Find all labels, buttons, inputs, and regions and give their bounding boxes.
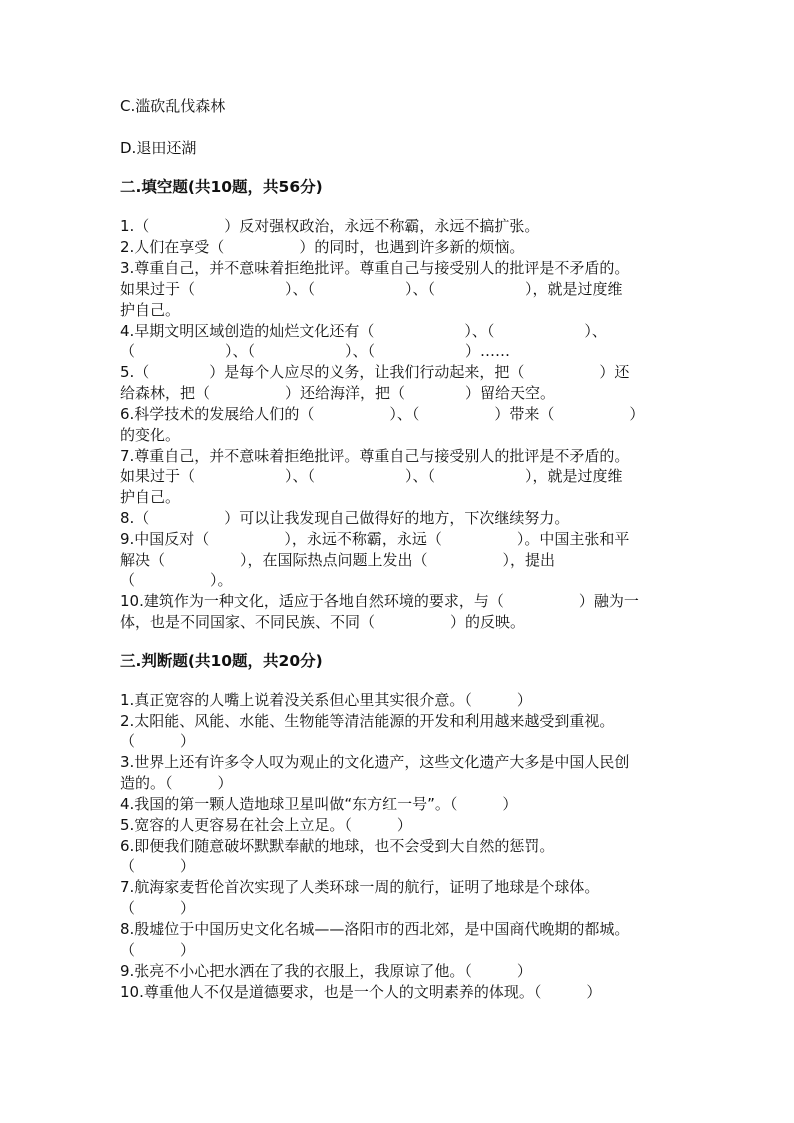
fill-line: 7.尊重自己，并不意味着拒绝批评。尊重自己与接受别人的批评是不矛盾的。: [120, 447, 630, 465]
fill-line: 如果过于（ ）、（ ）、（ ），就是过度维: [120, 280, 623, 298]
fill-line: 2.人们在享受（ ）的同时，也遇到许多新的烦恼。: [120, 238, 525, 256]
judge-line: 3.世界上还有许多令人叹为观止的文化遗产，这些文化遗产大多是中国人民创: [120, 753, 630, 771]
judge-line: （ ）: [120, 941, 196, 959]
fill-line: 1.（ ）反对强权政治，永远不称霸，永远不搞扩张。: [120, 217, 540, 235]
fill-line: 8.（ ）可以让我发现自己做得好的地方，下次继续努力。: [120, 509, 570, 527]
section-2-title: 二.填空题(共10题，共56分): [120, 178, 323, 196]
fill-line: 10.建筑作为一种文化，适应于各地自然环境的要求，与（ ）融为一: [120, 592, 639, 610]
fill-line: 护自己。: [120, 301, 181, 319]
judge-line: 2.太阳能、风能、水能、生物能等清洁能源的开发和利用越来越受到重视。: [120, 712, 615, 730]
judge-line: 造的。（ ）: [120, 774, 233, 792]
judge-line: 5.宽容的人更容易在社会上立足。（ ）: [120, 816, 412, 834]
judge-line: （ ）: [120, 732, 196, 750]
judge-line: （ ）: [120, 857, 196, 875]
fill-line: 如果过于（ ）、（ ）、（ ），就是过度维: [120, 467, 623, 485]
fill-line: （ ）、（ ）、（ ）……: [120, 342, 511, 360]
judge-line: 4.我国的第一颗人造地球卫星叫做“东方红一号”。（ ）: [120, 795, 518, 813]
fill-line: 4.早期文明区域创造的灿烂文化还有（ ）、（ ）、: [120, 322, 607, 340]
fill-line: 体，也是不同国家、不同民族、不同（ ）的反映。: [120, 613, 526, 631]
option-c: C.滥砍乱伐森林: [120, 97, 226, 115]
judge-line: 10.尊重他人不仅是道德要求，也是一个人的文明素养的体现。（ ）: [120, 983, 602, 1001]
judge-line: 6.即便我们随意破坏默默奉献的地球，也不会受到大自然的惩罚。: [120, 837, 555, 855]
judge-line: （ ）: [120, 899, 196, 917]
fill-line: 3.尊重自己，并不意味着拒绝批评。尊重自己与接受别人的批评是不矛盾的。: [120, 259, 630, 277]
fill-line: 解决（ ），在国际热点问题上发出（ ），提出: [120, 551, 556, 569]
fill-line: 6.科学技术的发展给人们的（ ）、（ ）带来（ ）: [120, 405, 645, 423]
option-d: D.退田还湖: [120, 139, 197, 157]
judge-line: 9.张亮不小心把水洒在了我的衣服上，我原谅了他。（ ）: [120, 962, 532, 980]
judge-line: 8.殷墟位于中国历史文化名城——洛阳市的西北郊，是中国商代晚期的都城。: [120, 920, 630, 938]
fill-line: 护自己。: [120, 488, 181, 506]
judge-line: 1.真正宽容的人嘴上说着没关系但心里其实很介意。（ ）: [120, 691, 532, 709]
fill-line: （ ）。: [120, 571, 233, 589]
fill-line: 5.（ ）是每个人应尽的义务，让我们行动起来，把（ ）还: [120, 363, 630, 381]
fill-line: 9.中国反对（ ），永远不称霸，永远（ ）。中国主张和平: [120, 530, 630, 548]
fill-line: 给森林，把（ ）还给海洋，把（ ）留给天空。: [120, 384, 556, 402]
section-3-title: 三.判断题(共10题，共20分): [120, 652, 323, 670]
judge-line: 7.航海家麦哲伦首次实现了人类环球一周的航行，证明了地球是个球体。: [120, 878, 600, 896]
fill-line: 的变化。: [120, 426, 181, 444]
